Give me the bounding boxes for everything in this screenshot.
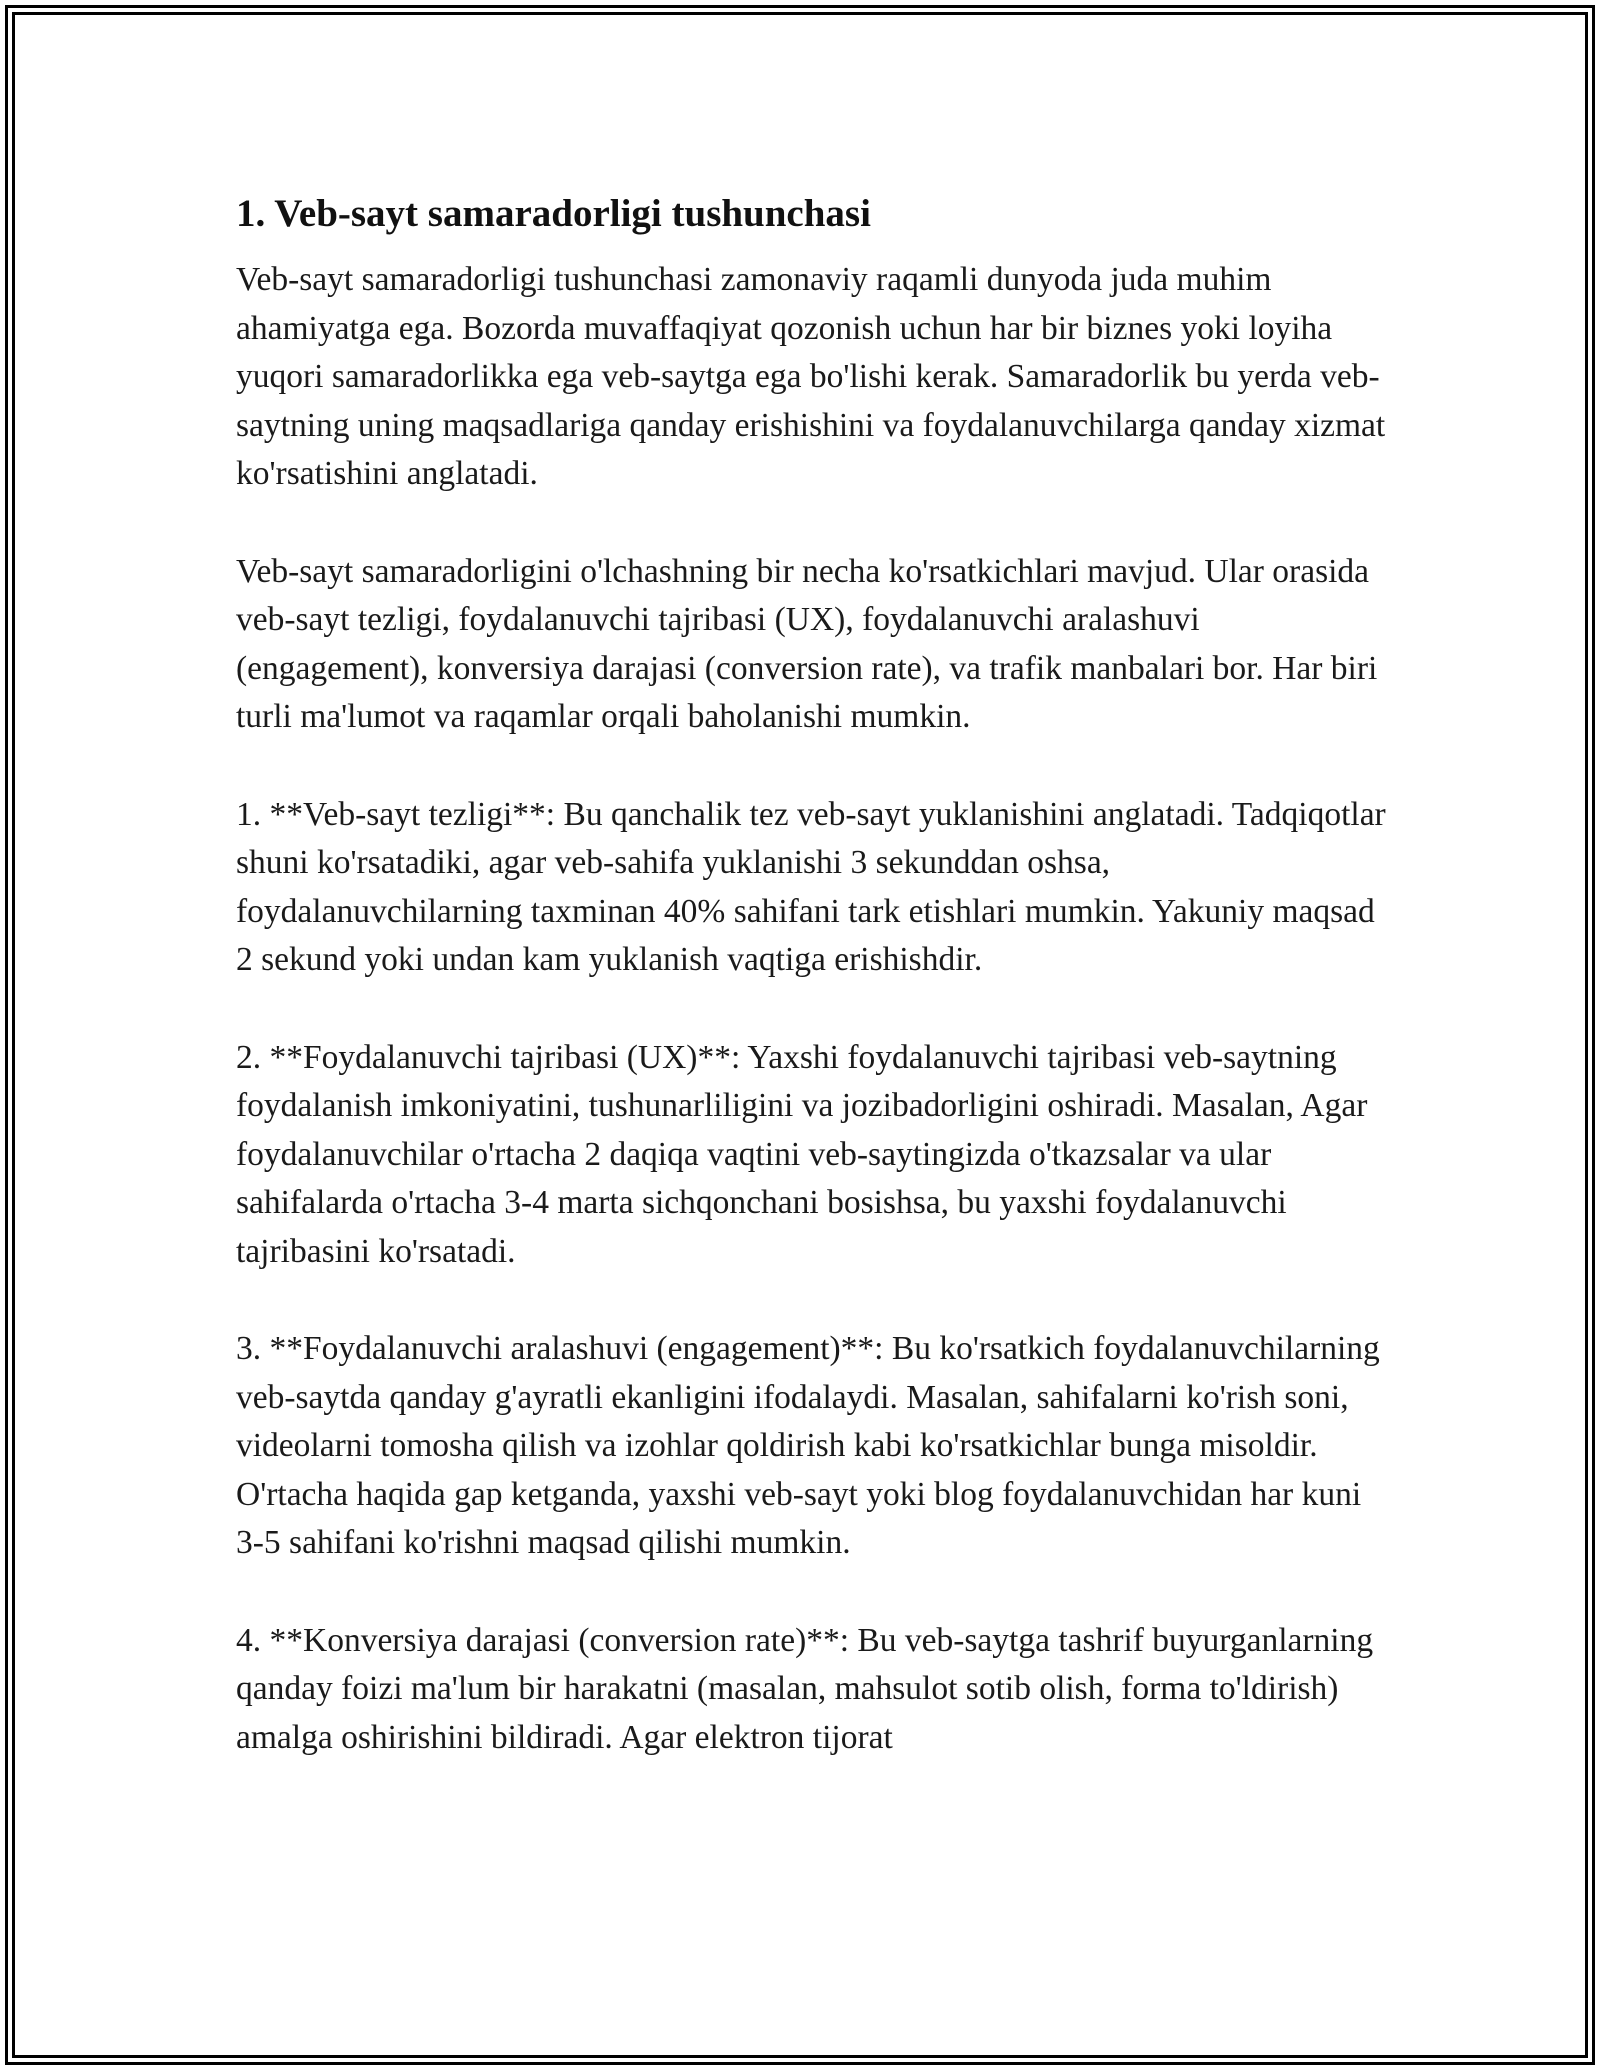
list-item-website-speed: 1. **Veb-sayt tezligi**: Bu qanchalik tez veb-sayt yuklanishini anglatadi. Tadqiqotlar shuni ko'rsatadiki, agar veb-sahifa yuklanishi 3 sekunddan oshsa, foydalanuvchilarning taxminan 40% sahifani tark etishlari mumkin. Yakuniy maqsad 2 sekund yoki undan kam yuklanish vaqtiga erishishdir. [236,795,1386,979]
section-heading: 1. Veb-sayt samaradorligi tushunchasi [236,192,871,235]
paragraph-metrics-overview: Veb-sayt samaradorligini o'lchashning bir necha ko'rsatkichlari mavjud. Ular orasida veb-sayt tezligi, foydalanuvchi tajribasi (UX), foydalanuvchi aralashuvi (engagement), konversiya darajasi (conversion rate), va trafik manbalari bor. Har biri turli ma'lumot va raqamlar orqali baholanishi mumkin. [236,552,1378,736]
list-item-user-experience: 2. **Foydalanuvchi tajribasi (UX)**: Yaxshi foydalanuvchi tajribasi veb-saytning foydalanish imkoniyatini, tushunarliligini va jozibadorligini oshiradi. Masalan, Agar foydalanuvchilar o'rtacha 2 daqiqa vaqtini veb-saytingizda o'tkazsalar va ular sahifalarda o'rtacha 3-4 marta sichqonchani bosishsa, bu yaxshi foydalanuvchi tajribasini ko'rsatadi. [236,1038,1368,1270]
document-body [236,186,1386,1811]
list-item-conversion-rate: 4. **Konversiya darajasi (conversion rate)**: Bu veb-saytga tashrif buyurganlarning qanday foizi ma'lum bir harakatni (masalan, mahsulot sotib olish, forma to'ldirish) amalga oshirishini bildiradi. Agar elektron tijorat [236,1621,1374,1756]
list-item-user-engagement: 3. **Foydalanuvchi aralashuvi (engagement)**: Bu ko'rsatkich foydalanuvchilarning veb-saytda qanday g'ayratli ekanligini ifodalaydi. Masalan, sahifalarni ko'rish soni, videolarni tomosha qilish va izohlar qoldirish kabi ko'rsatkichlar bunga misoldir. O'rtacha haqida gap ketganda, yaxshi veb-sayt yoki blog foydalanuvchidan har kuni 3-5 sahifani ko'rishni maqsad qilishi mumkin. [236,1330,1380,1562]
paragraph-intro: Veb-sayt samaradorligi tushunchasi zamonaviy raqamli dunyoda juda muhim ahamiyatga ega. Bozorda muvaffaqiyat qozonish uchun har bir biznes yoki loyiha yuqori samaradorlikka ega veb-saytga ega bo'lishi kerak. Samaradorlik bu yerda veb-saytning uning maqsadlariga qanday erishishini va foydalanuvchilarga qanday xizmat ko'rsatishini anglatadi. [236,261,1386,493]
